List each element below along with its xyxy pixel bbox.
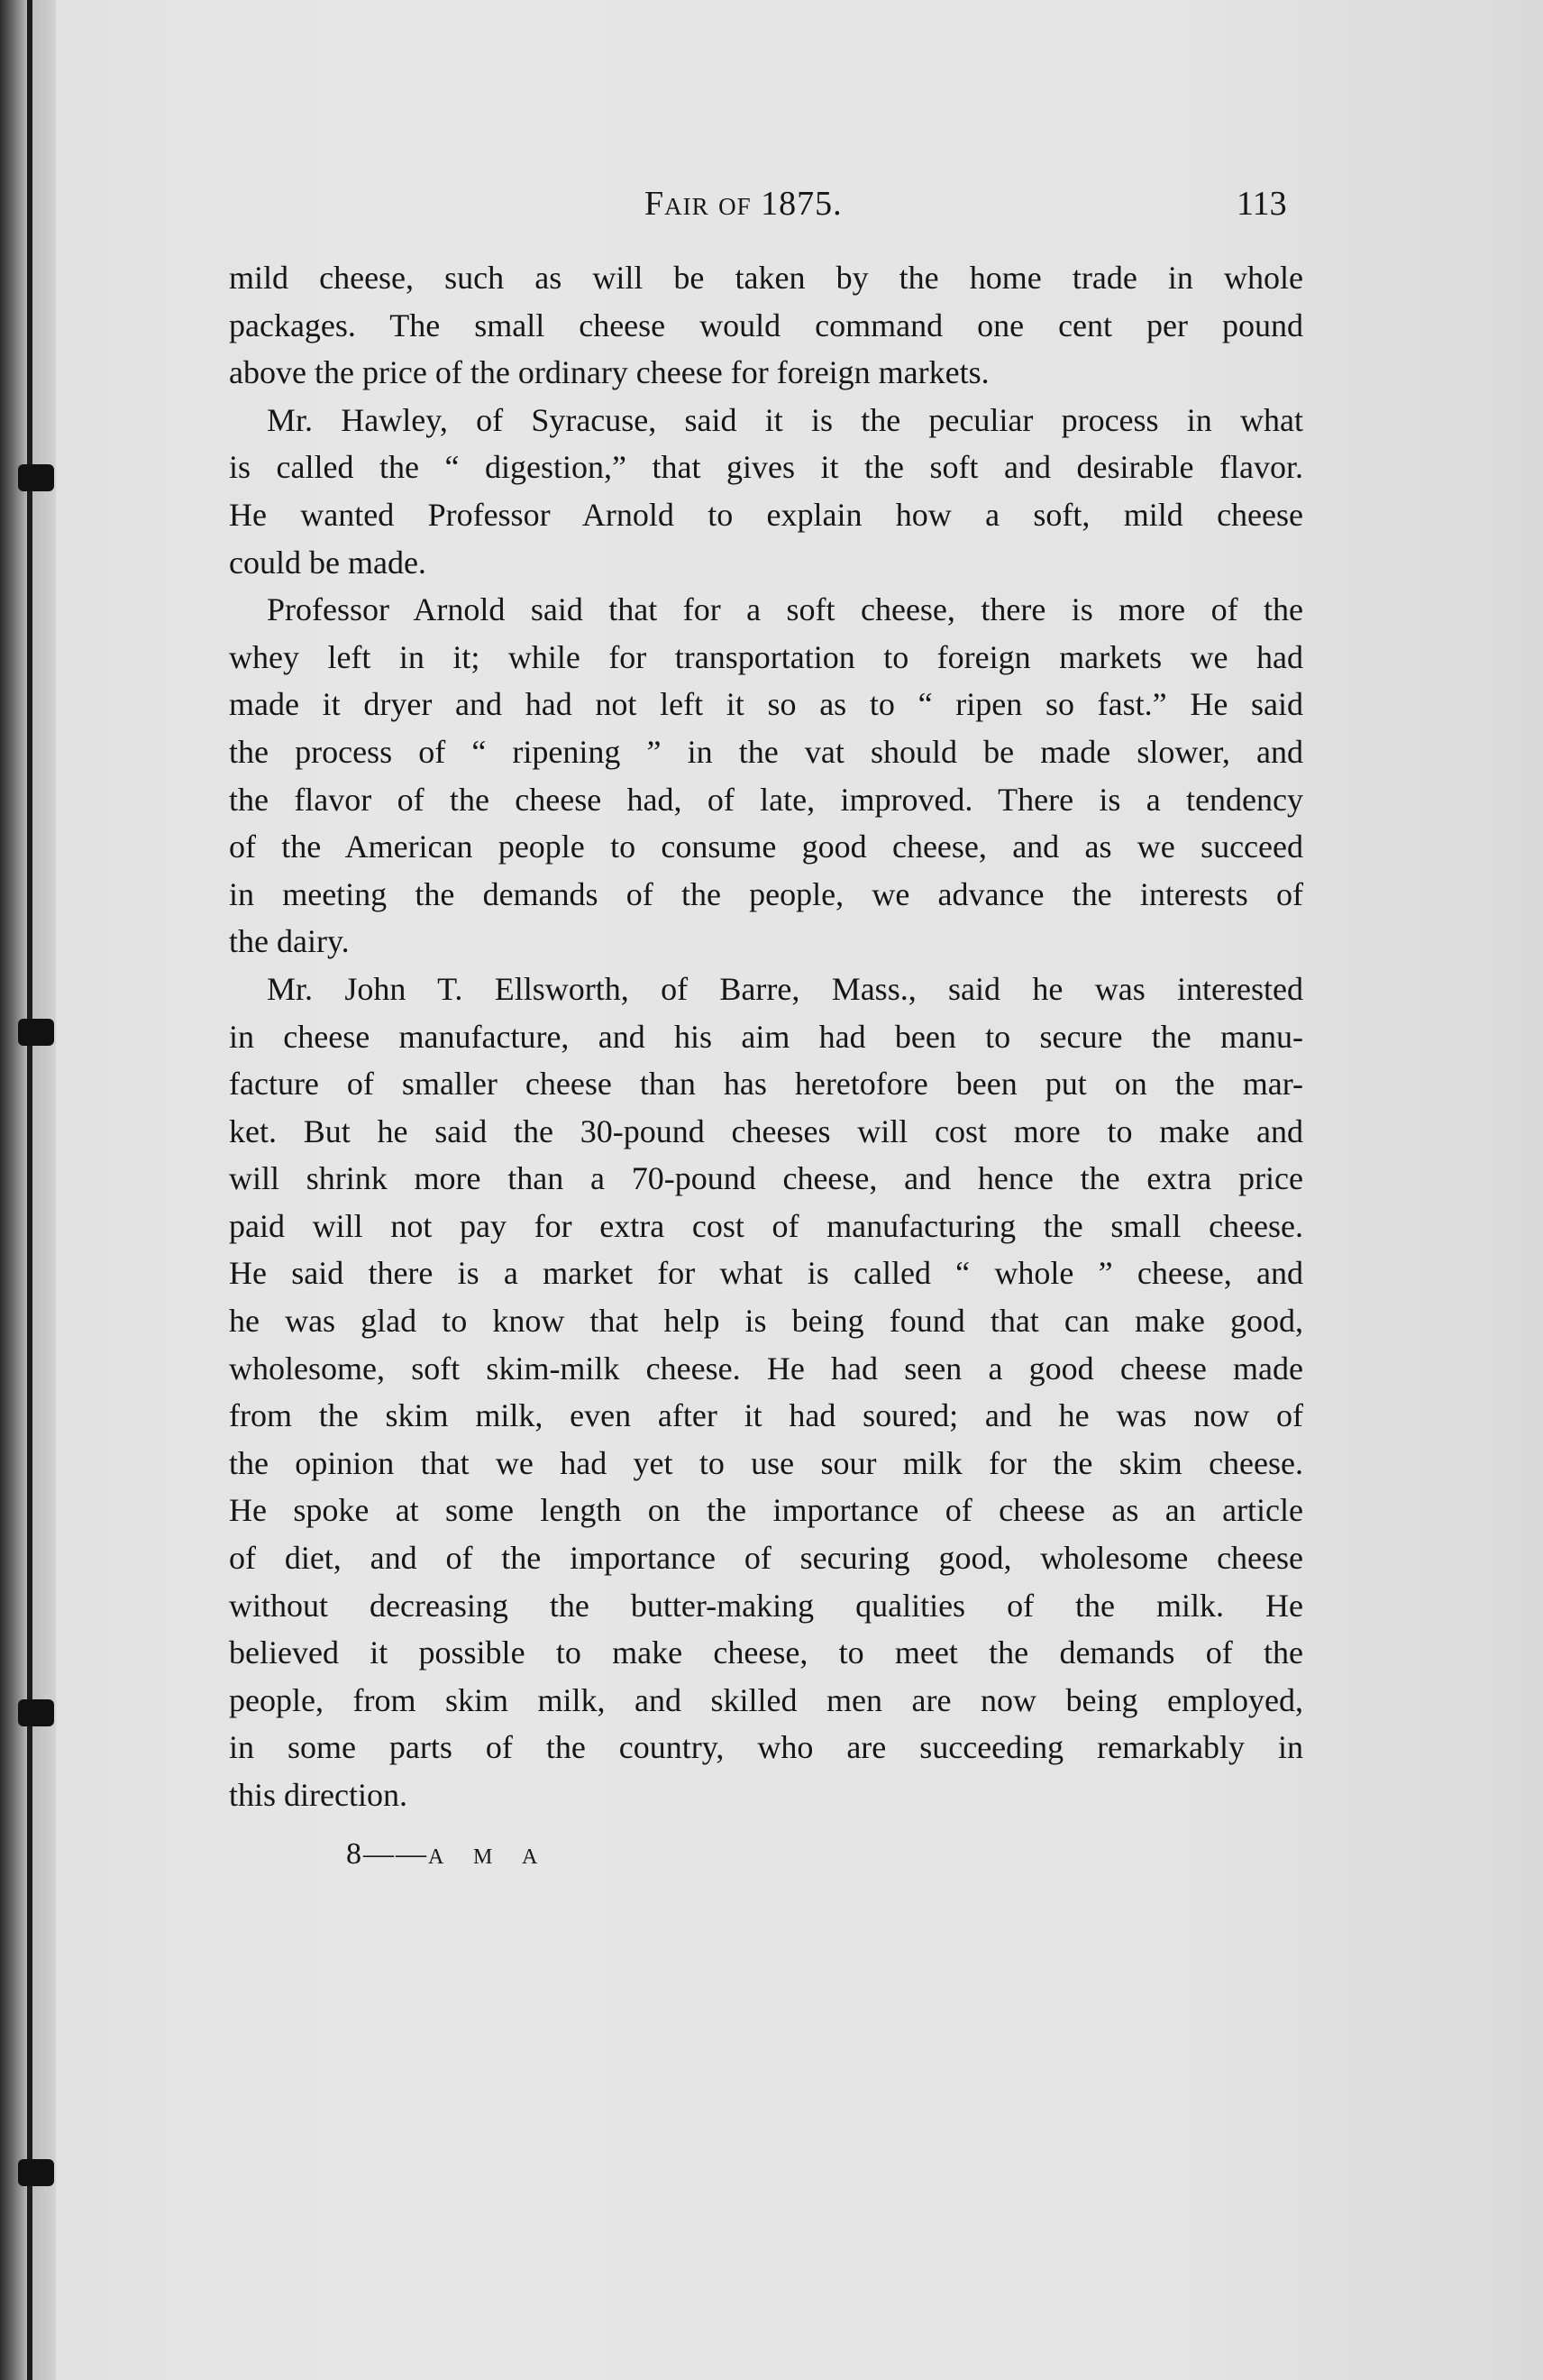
text-line: Professor Arnold said that for a soft cheese, there is more of the (267, 591, 1303, 628)
paragraph (229, 254, 1303, 397)
page-number: 113 (1237, 185, 1287, 223)
text-line: above the price of the ordinary cheese for foreign markets. (229, 354, 990, 391)
text-line: will shrink more than a 70-pound cheese, and hence the extra price (229, 1160, 1303, 1197)
paragraph (229, 586, 1303, 966)
text-line: in meeting the demands of the people, we advance the interests of (229, 875, 1303, 912)
binding-stitch (18, 464, 54, 491)
text-line: in some parts of the country, who are succeeding remarkably in (229, 1729, 1303, 1766)
text-line: wholesome, soft skim-milk cheese. He had seen a good cheese made (229, 1350, 1303, 1387)
text-line: facture of smaller cheese than has heretofore been put on the mar- (229, 1066, 1303, 1103)
body-text (229, 254, 1303, 1819)
text-line: of diet, and of the importance of securing good, wholesome cheese (229, 1540, 1303, 1577)
text-line: mild cheese, such as will be taken by the home trade in whole (229, 260, 1303, 296)
text-line: whey left in it; while for transportation to foreign markets we had (229, 638, 1303, 675)
text-line: Mr. Hawley, of Syracuse, said it is the peculiar process in what (267, 401, 1303, 438)
text-line: Mr. John T. Ellsworth, of Barre, Mass., said he was interested (267, 970, 1303, 1007)
running-title: Fair of 1875. (644, 185, 843, 223)
text-line: He spoke at some length on the importance of cheese as an article (229, 1492, 1303, 1529)
text-line: in cheese manufacture, and his aim had been to secure the manu- (229, 1018, 1303, 1055)
binding-spine-line (27, 0, 32, 2380)
text-line: the dairy. (229, 923, 350, 960)
text-line: packages. The small cheese would command one cent per pound (229, 307, 1303, 343)
text-line: made it dryer and had not left it so as to “ ripen so fast.” He said (229, 686, 1303, 723)
signature-letters: A M A (428, 1845, 551, 1869)
paragraph (229, 397, 1303, 586)
text-line: without decreasing the butter-making qualities of the milk. He (229, 1587, 1303, 1624)
text-line: from the skim milk, even after it had soured; and he was now of (229, 1397, 1303, 1434)
text-line: could be made. (229, 544, 426, 581)
text-line: ket. But he said the 30-pound cheeses will cost more to make and (229, 1112, 1303, 1149)
book-binding-edge (0, 0, 56, 2380)
text-line: he was glad to know that help is being found that can make good, (229, 1303, 1303, 1340)
binding-stitch (18, 1019, 54, 1046)
printer-signature-mark (346, 1837, 550, 1872)
binding-stitch (18, 1699, 54, 1726)
text-line: believed it possible to make cheese, to meet the demands of the (229, 1634, 1303, 1671)
text-line: the flavor of the cheese had, of late, improved. There is a tendency (229, 781, 1303, 818)
paragraph (229, 966, 1303, 1819)
text-line: the opinion that we had yet to use sour milk for the skim cheese. (229, 1444, 1303, 1481)
page-header (0, 184, 1543, 229)
text-line: He said there is a market for what is called “ whole ” cheese, and (229, 1255, 1303, 1292)
text-line: of the American people to consume good cheese, and as we succeed (229, 828, 1303, 865)
text-line: He wanted Professor Arnold to explain how a soft, mild cheese (229, 496, 1303, 533)
binding-stitch (18, 2159, 54, 2186)
text-line: the process of “ ripening ” in the vat should be made slower, and (229, 733, 1303, 770)
text-line: this direction. (229, 1777, 407, 1813)
text-line: people, from skim milk, and skilled men are now being employed, (229, 1681, 1303, 1718)
text-line: is called the “ digestion,” that gives it the soft and desirable flavor. (229, 449, 1303, 486)
signature-number: 8—— (346, 1837, 428, 1871)
text-line: paid will not pay for extra cost of manufacturing the small cheese. (229, 1207, 1303, 1244)
